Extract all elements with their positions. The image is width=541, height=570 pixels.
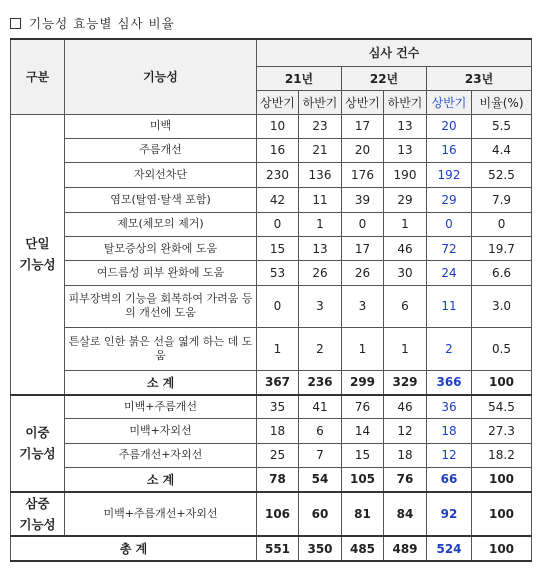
review-ratio-table (10, 38, 532, 562)
value-cell: 100 (472, 492, 532, 537)
value-cell: 36 (427, 395, 472, 419)
value-cell: 14 (342, 419, 384, 443)
feature-name: 튼살로 인한 붉은 선을 엷게 하는 데 도움 (65, 328, 257, 371)
value-cell: 35 (257, 395, 299, 419)
value-cell: 7.9 (472, 188, 532, 212)
table-row (11, 163, 532, 188)
table-row (11, 328, 532, 371)
value-cell: 18.2 (472, 443, 532, 467)
value-cell: 17 (342, 237, 384, 261)
feature-name: 염모(탈염·탈색 포함) (65, 188, 257, 212)
total-value: 485 (342, 536, 384, 561)
value-cell: 2 (299, 328, 342, 371)
value-cell: 81 (342, 492, 384, 537)
header-first-half: 상반기 (257, 90, 299, 114)
value-cell: 15 (257, 237, 299, 261)
header-first-half: 상반기 (342, 90, 384, 114)
feature-name: 미백+주름개선 (65, 395, 257, 419)
total-value: 551 (257, 536, 299, 561)
value-cell: 20 (427, 114, 472, 138)
total-value: 350 (299, 536, 342, 561)
group-label-single (11, 114, 65, 395)
table-row (11, 237, 532, 261)
value-cell: 13 (299, 237, 342, 261)
table-row (11, 188, 532, 212)
subtotal-value: 100 (472, 370, 532, 394)
group-label-line1: 이중 (25, 425, 50, 441)
value-cell: 29 (427, 188, 472, 212)
value-cell: 0 (472, 212, 532, 236)
subtotal-row (11, 468, 532, 492)
value-cell: 23 (299, 114, 342, 138)
subtotal-value: 78 (257, 468, 299, 492)
value-cell: 84 (384, 492, 427, 537)
total-label: 총 계 (11, 536, 257, 561)
value-cell: 3 (342, 285, 384, 328)
value-cell: 1 (342, 328, 384, 371)
feature-name: 제모(체모의 제거) (65, 212, 257, 236)
value-cell: 106 (257, 492, 299, 537)
subtotal-row (11, 370, 532, 394)
subtotal-label: 소 계 (65, 370, 257, 394)
value-cell: 30 (384, 261, 427, 285)
value-cell: 60 (299, 492, 342, 537)
table-row (11, 285, 532, 328)
square-bullet-icon (10, 18, 21, 29)
total-value: 489 (384, 536, 427, 561)
value-cell: 3.0 (472, 285, 532, 328)
feature-name: 여드름성 피부 완화에 도움 (65, 261, 257, 285)
value-cell: 0.5 (472, 328, 532, 371)
header-second-half: 하반기 (384, 90, 427, 114)
group-label-line1: 단일 (25, 236, 50, 252)
value-cell: 20 (342, 138, 384, 162)
value-cell: 46 (384, 395, 427, 419)
table-row (11, 212, 532, 236)
group-label-line2: 기능성 (19, 257, 56, 273)
value-cell: 18 (427, 419, 472, 443)
value-cell: 0 (427, 212, 472, 236)
value-cell: 27.3 (472, 419, 532, 443)
table-title: 기능성 효능별 심사 비율 (29, 16, 175, 31)
value-cell: 4.4 (472, 138, 532, 162)
value-cell: 42 (257, 188, 299, 212)
total-value: 100 (472, 536, 532, 561)
value-cell: 0 (257, 285, 299, 328)
feature-name: 미백+주름개선+자외선 (65, 492, 257, 537)
value-cell: 76 (342, 395, 384, 419)
feature-name: 자외선차단 (65, 163, 257, 188)
subtotal-value: 54 (299, 468, 342, 492)
value-cell: 6 (384, 285, 427, 328)
value-cell: 2 (427, 328, 472, 371)
value-cell: 25 (257, 443, 299, 467)
value-cell: 46 (384, 237, 427, 261)
value-cell: 52.5 (472, 163, 532, 188)
header-year-21: 21년 (257, 66, 342, 90)
value-cell: 190 (384, 163, 427, 188)
value-cell: 72 (427, 237, 472, 261)
value-cell: 10 (257, 114, 299, 138)
value-cell: 13 (384, 114, 427, 138)
value-cell: 18 (384, 443, 427, 467)
value-cell: 6.6 (472, 261, 532, 285)
value-cell: 0 (257, 212, 299, 236)
subtotal-value: 299 (342, 370, 384, 394)
value-cell: 1 (384, 212, 427, 236)
feature-name: 주름개선+자외선 (65, 443, 257, 467)
value-cell: 17 (342, 114, 384, 138)
table-row (11, 492, 532, 537)
subtotal-value: 366 (427, 370, 472, 394)
table-row (11, 443, 532, 467)
value-cell: 13 (384, 138, 427, 162)
group-label-line2: 기능성 (19, 517, 56, 533)
value-cell: 3 (299, 285, 342, 328)
subtotal-value: 76 (384, 468, 427, 492)
header-second-half: 하반기 (299, 90, 342, 114)
value-cell: 29 (384, 188, 427, 212)
header-review-count: 심사 건수 (257, 39, 532, 66)
value-cell: 16 (257, 138, 299, 162)
group-label-line1: 삼중 (25, 496, 50, 512)
feature-name: 주름개선 (65, 138, 257, 162)
value-cell: 5.5 (472, 114, 532, 138)
value-cell: 24 (427, 261, 472, 285)
value-cell: 11 (299, 188, 342, 212)
value-cell: 26 (299, 261, 342, 285)
value-cell: 41 (299, 395, 342, 419)
value-cell: 136 (299, 163, 342, 188)
value-cell: 192 (427, 163, 472, 188)
header-year-22: 22년 (342, 66, 427, 90)
subtotal-value: 105 (342, 468, 384, 492)
feature-name: 피부장벽의 기능을 회복하여 가려움 등의 개선에 도움 (65, 285, 257, 328)
feature-name: 미백+자외선 (65, 419, 257, 443)
table-row (11, 395, 532, 419)
feature-name: 미백 (65, 114, 257, 138)
value-cell: 7 (299, 443, 342, 467)
table-row (11, 114, 532, 138)
subtotal-value: 100 (472, 468, 532, 492)
subtotal-value: 236 (299, 370, 342, 394)
subtotal-value: 329 (384, 370, 427, 394)
header-gubun: 구분 (11, 39, 65, 114)
value-cell: 39 (342, 188, 384, 212)
value-cell: 230 (257, 163, 299, 188)
value-cell: 18 (257, 419, 299, 443)
value-cell: 1 (257, 328, 299, 371)
value-cell: 12 (427, 443, 472, 467)
table-row (11, 138, 532, 162)
value-cell: 92 (427, 492, 472, 537)
value-cell: 54.5 (472, 395, 532, 419)
value-cell: 11 (427, 285, 472, 328)
value-cell: 26 (342, 261, 384, 285)
header-first-half: 상반기 (427, 90, 472, 114)
header-year-23: 23년 (427, 66, 532, 90)
subtotal-value: 367 (257, 370, 299, 394)
value-cell: 53 (257, 261, 299, 285)
subtotal-value: 66 (427, 468, 472, 492)
header-ratio: 비율(%) (472, 90, 532, 114)
value-cell: 1 (384, 328, 427, 371)
value-cell: 21 (299, 138, 342, 162)
value-cell: 19.7 (472, 237, 532, 261)
table-row (11, 261, 532, 285)
value-cell: 15 (342, 443, 384, 467)
group-label-line2: 기능성 (19, 446, 56, 462)
total-row (11, 536, 532, 561)
table-heading (10, 14, 175, 32)
group-label-triple (11, 492, 65, 537)
value-cell: 16 (427, 138, 472, 162)
value-cell: 12 (384, 419, 427, 443)
group-label-double (11, 395, 65, 492)
total-value: 524 (427, 536, 472, 561)
feature-name: 탈모증상의 완화에 도움 (65, 237, 257, 261)
value-cell: 6 (299, 419, 342, 443)
value-cell: 176 (342, 163, 384, 188)
header-feature: 기능성 (65, 39, 257, 114)
subtotal-label: 소 계 (65, 468, 257, 492)
value-cell: 0 (342, 212, 384, 236)
value-cell: 1 (299, 212, 342, 236)
table-row (11, 419, 532, 443)
